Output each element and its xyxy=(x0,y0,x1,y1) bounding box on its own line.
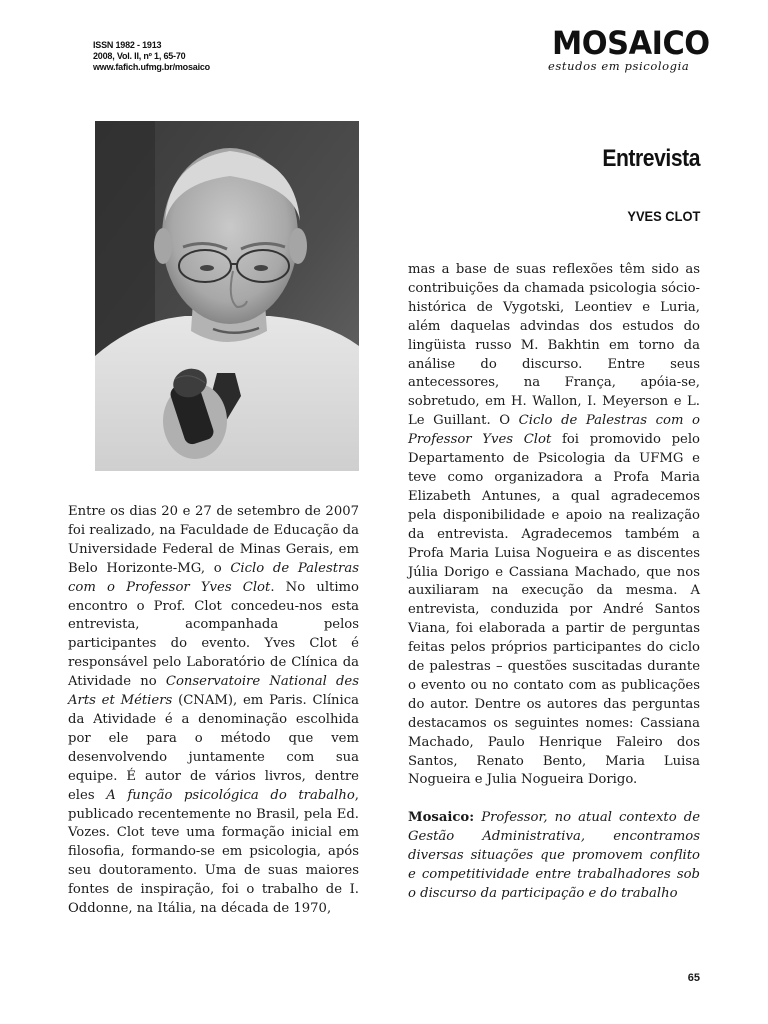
continuation-emphasis: Ciclo de Palestras com o Professor Yves Clot xyxy=(408,413,700,448)
intro-text-1: Entre os dias 20 e 27 de setembro de 2007 foi realizado, na Faculdade de Educação da Universidade Federal de Minas Gerais, em Belo Horizonte-MG, o xyxy=(68,504,359,576)
intro-emphasis-2: Conservatoire National des Arts et Métiers xyxy=(68,674,360,709)
author-name: YVES CLOT xyxy=(626,208,700,224)
left-column xyxy=(68,503,359,919)
page-number: 65 xyxy=(687,972,700,984)
interview-question xyxy=(408,809,700,904)
intro-text-4: , publicado recentemente no Brasil, pela Ed. Vozes. Clot teve uma formação inicial em filosofia, formando-se em psicologia, após seu doutoramento. Uma de suas maiores fontes de inspiração, foi o trabalho de I. Oddonne, na Itália, na década de 1970, xyxy=(68,787,359,917)
question-text: Professor, no atual contexto de Gestão Administrativa, encontramos diversas situações que promovem conflito e competitividade entre trabalhadores sob o discurso da participação e do trabalho xyxy=(408,810,700,901)
journal-meta xyxy=(93,40,210,73)
continuation-text-2: foi promovido pelo Departamento de Psicologia da UFMG e teve como organizadora a Profa Maria Elizabeth Antunes, a qual agradecemos pela disponibilidade e apoio na realização da entrevista. Agradecemos também a Profa Maria Luisa Nogueira e as discentes Júlia Dorigo e Cassiana Machado, que nos auxiliaram na execução da mesma. A entrevista, conduzida por André Santos Viana, foi elaborada a partir de perguntas feitas pelos próprios participantes do ciclo de palestras – questões suscitadas durante o evento ou no contato com as publicações do autor. Dentre os autores das perguntas destacamos os seguintes nomes: Cassiana Machado, Paulo Henrique Faleiro dos Santos, Renato Bento, Maria Luisa Nogueira e Julia Nogueira Dorigo. xyxy=(408,432,700,788)
journal-logo xyxy=(548,26,708,76)
logo-subtitle: estudos em psicologia xyxy=(548,59,690,73)
issn-text: ISSN 1982 - 1913 xyxy=(93,40,162,50)
section-title: Entrevista xyxy=(602,145,700,172)
right-column xyxy=(408,261,700,904)
question-label: Mosaico: xyxy=(408,810,475,826)
continuation-paragraph xyxy=(408,261,700,790)
intro-text-2: . No ultimo encontro o Prof. Clot concedeu-nos esta entrevista, acompanhada pelos participantes do evento. Yves Clot é responsável pelo Laboratório de Clínica da Atividade no xyxy=(68,579,359,690)
intro-emphasis-3: A função psicológica do trabalho xyxy=(106,787,355,803)
journal-url[interactable]: www.fafich.ufmg.br/mosaico xyxy=(93,62,210,72)
volume-text: 2008, Vol. II, nº 1, 65-70 xyxy=(93,51,186,61)
intro-paragraph xyxy=(68,503,359,919)
intro-emphasis-1: Ciclo de Palestras com o Professor Yves Clot xyxy=(68,560,359,595)
portrait-image xyxy=(95,121,359,471)
logo-title: MOSAICO xyxy=(552,24,710,62)
intro-text-3: (CNAM), em Paris. Clínica da Atividade é a denominação escolhida por ele para o método que vem desenvolvendo juntamente com sua equipe. É autor de vários livros, dentre eles xyxy=(68,693,359,803)
continuation-text-1: mas a base de suas reflexões têm sido as contribuições da chamada psicologia sócio-histórica de Vygotski, Leontiev e Luria, além daquelas advindas dos estudos do lingüista russo M. Bakhtin em torno da análise do discurso. Entre seus antecessores, na França, apóia-se, sobretudo, em H. Wallon, I. Meyerson e L. Le Guillant. O xyxy=(408,262,700,429)
author-photo xyxy=(95,121,359,471)
